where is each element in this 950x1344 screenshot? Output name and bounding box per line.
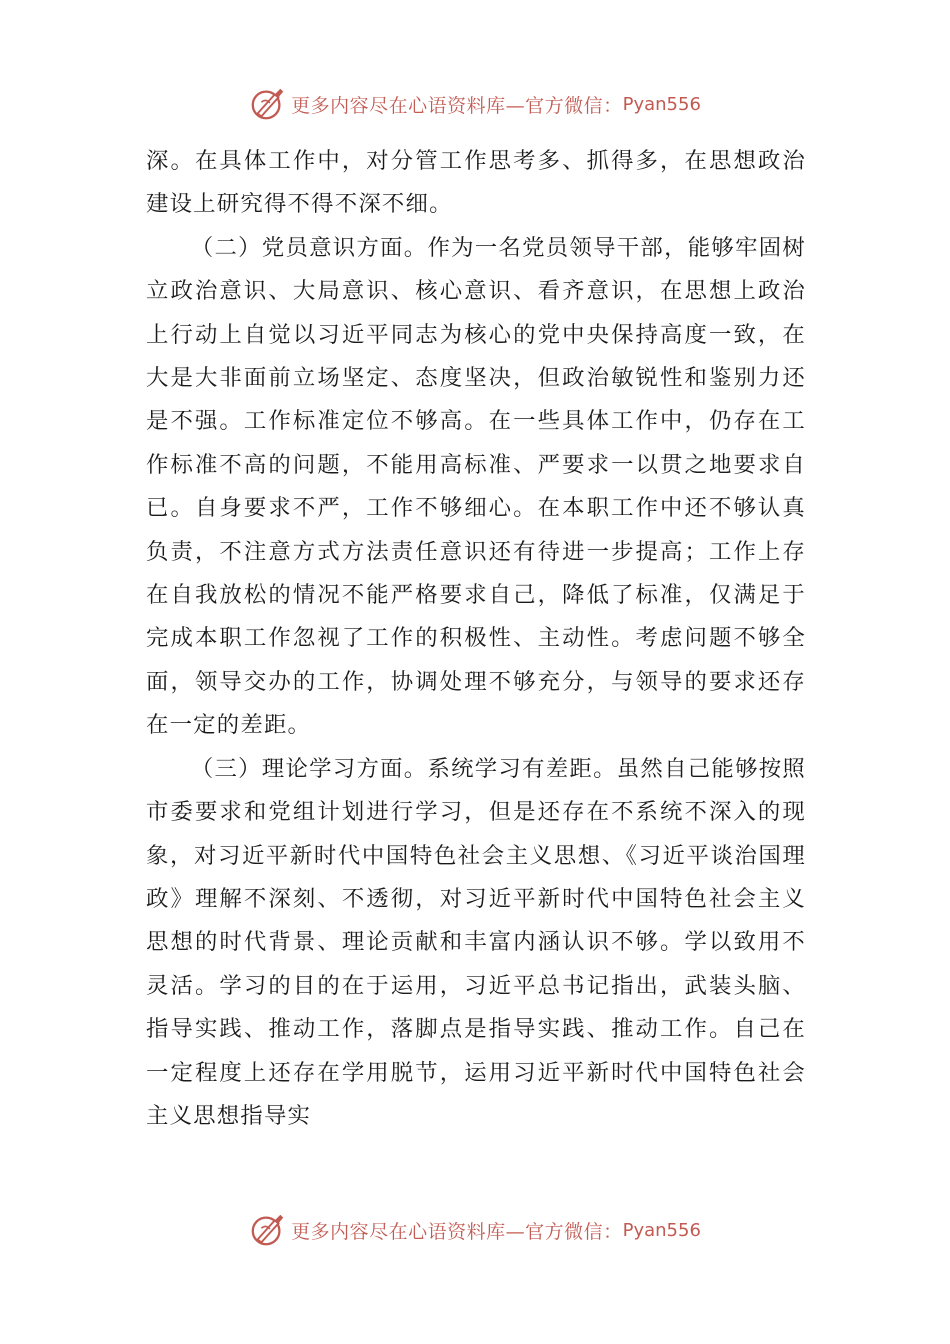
pen-logo-icon [249,85,287,123]
watermark-text: 更多内容尽在心语资料库—官方微信： [291,1220,623,1243]
footer-watermark [0,1210,950,1250]
header-watermark [0,84,950,124]
paragraph-3: （三）理论学习方面。系统学习有差距。虽然自己能够按照市委要求和党组计划进行学习，但是还存在不系统不深入的现象，对习近平新时代中国特色社会主义思想、《习近平谈治国理政》理解不深刻、不透彻，对习近平新时代中国特色社会主义思想的时代背景、理论贡献和丰富内涵认识不够。学以致用不灵活。学习的目的在于运用，习近平总书记指出，武装头脑、指导实践、推动工作，落脚点是指导实践、推动工作。自己在一定程度上还存在学用脱节，运用习近平新时代中国特色社会主义思想指导实 [146,755,806,1129]
watermark-wechat-id: Pyan556 [622,1219,701,1241]
pen-logo-icon [249,1211,287,1249]
paragraph-2: （二）党员意识方面。作为一名党员领导干部，能够牢固树立政治意识、大局意识、核心意识、看齐意识，在思想上政治上行动上自觉以习近平同志为核心的党中央保持高度一致，在大是大非面前立场坚定、态度坚决，但政治敏锐性和鉴别力还是不强。工作标准定位不够高。在一些具体工作中，仍存在工作标准不高的问题，不能用高标准、严要求一以贯之地要求自已。自身要求不严，工作不够细心。在本职工作中还不够认真负责，不注意方式方法责任意识还有待进一步提高；工作上存在自我放松的情况不能严格要求自己，降低了标准，仅满足于完成本职工作忽视了工作的积极性、主动性。考虑问题不够全面，领导交办的工作，协调处理不够充分，与领导的要求还存在一定的差距。 [146,234,806,739]
watermark-wechat-id: Pyan556 [622,93,701,115]
document-body [146,140,806,1138]
paragraph-1: 深。在具体工作中，对分管工作思考多、抓得多，在思想政治建设上研究得不得不深不细。 [146,148,806,218]
watermark-text: 更多内容尽在心语资料库—官方微信： [291,94,623,117]
